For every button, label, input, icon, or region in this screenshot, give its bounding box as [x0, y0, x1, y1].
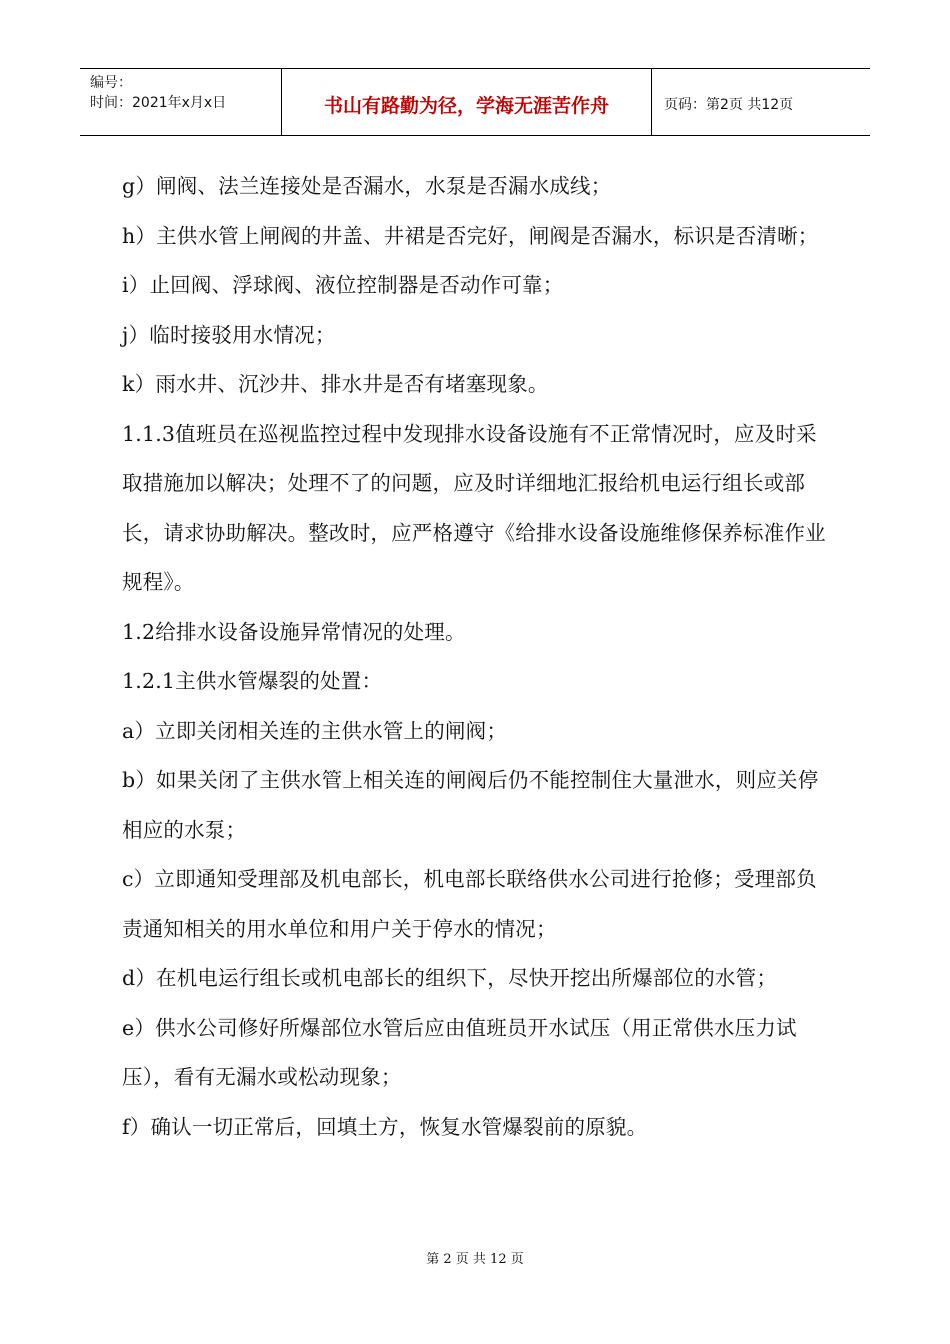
- page-footer: 第 2 页 共 12 页: [426, 1252, 524, 1267]
- paragraph: k）雨水井、沉沙井、排水井是否有堵塞现象。: [122, 372, 549, 396]
- paragraph: h）主供水管上闸阀的井盖、井裙是否完好，闸阀是否漏水，标识是否清晰；: [122, 223, 819, 248]
- header-motto: 书山有路勤为径，学海无涯苦作舟: [282, 69, 652, 135]
- page-header: [80, 68, 870, 136]
- header-meta: [80, 69, 282, 135]
- paragraph: g）闸阀、法兰连接处是否漏水，水泵是否漏水成线；: [122, 174, 612, 198]
- paragraph: a）立即关闭相关连的主供水管上的闸阀；: [122, 718, 508, 743]
- document-time: 时间：2021年x月x日: [90, 95, 227, 111]
- paragraph: 1.1.3值班员在巡视监控过程中发现排水设备设施有不正常情况时，应及时采取措施加以解决；处理不了的问题，应及时详细地汇报给机电运行组长或部长，请求协助解决。整改时，应严格遵守《给排水设备设施维修保养标准作业规程》。: [122, 421, 826, 594]
- document-body: [122, 162, 832, 1152]
- paragraph: i）止回阀、浮球阀、液位控制器是否动作可靠；: [122, 273, 564, 297]
- document-number-label: 编号：: [90, 75, 132, 91]
- paragraph: c）立即通知受理部及机电部长，机电部长联络供水公司进行抢修；受理部负责通知相关的用水单位和用户关于停水的情况；: [122, 867, 817, 941]
- paragraph: f）确认一切正常后，回填土方，恢复水管爆裂前的原貌。: [122, 1114, 648, 1139]
- header-page-info: 页码：第2页 共12页: [664, 97, 794, 113]
- paragraph: b）如果关闭了主供水管上相关连的闸阀后仍不能控制住大量泄水，则应关停相应的水泵；: [122, 768, 819, 842]
- subsection-heading: 1.2.1主供水管爆裂的处置：: [122, 669, 383, 693]
- paragraph: d）在机电运行组长或机电部长的组织下，尽快开挖出所爆部位的水管；: [122, 966, 778, 990]
- paragraph: j）临时接驳用水情况；: [122, 322, 336, 347]
- section-heading: 1.2给排水设备设施异常情况的处理。: [122, 619, 466, 644]
- paragraph: e）供水公司修好所爆部位水管后应由值班员开水试压（用正常供水压力试压），看有无漏水或松动现象；: [122, 1015, 797, 1089]
